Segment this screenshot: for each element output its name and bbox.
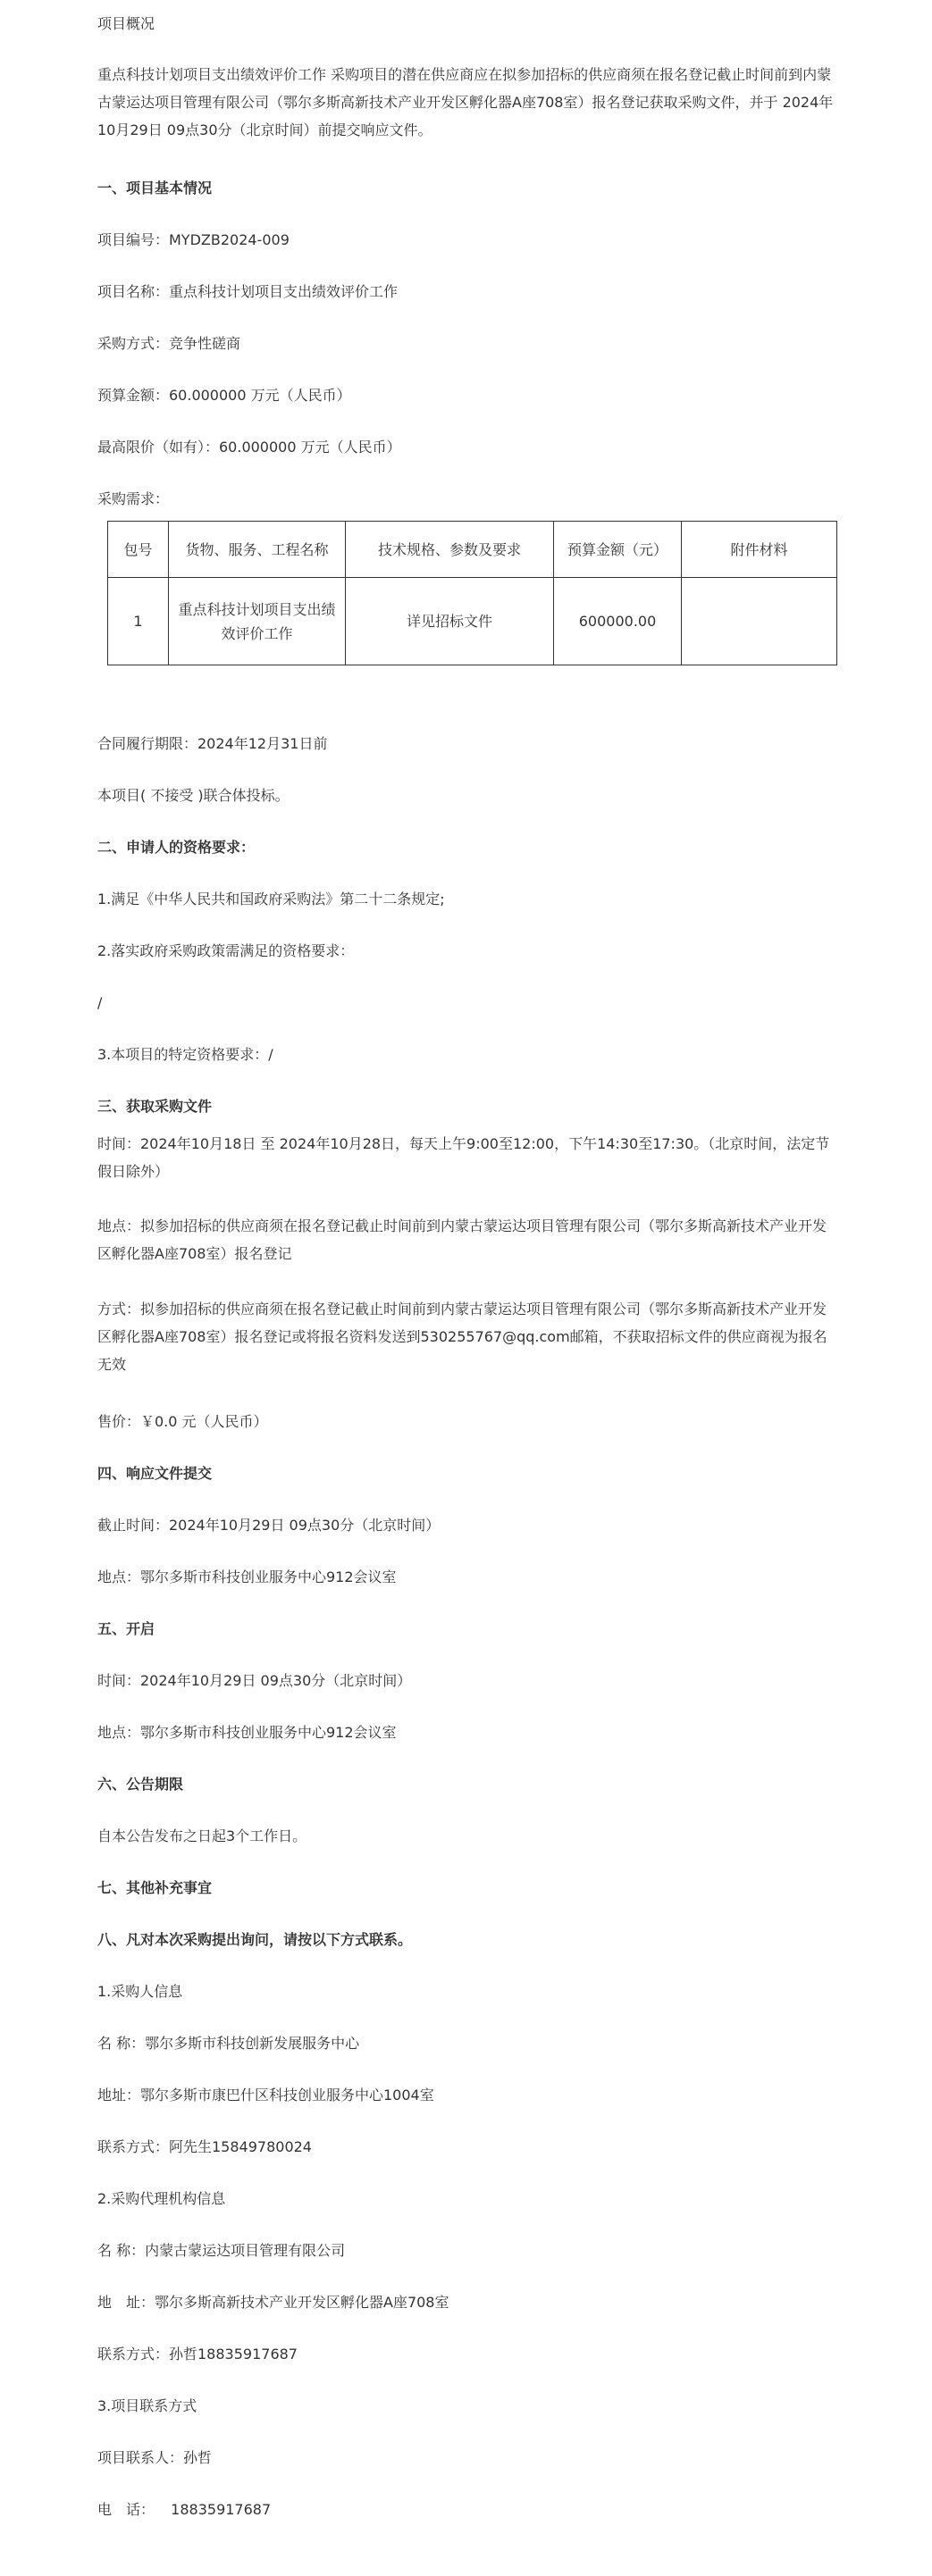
section-5-heading: 五、开启 xyxy=(97,1620,155,1637)
agent-info-title: 2.采购代理机构信息 xyxy=(97,2190,226,2207)
table-cell: 600000.00 xyxy=(554,578,682,665)
opening-time: 时间：2024年10月29日 09点30分（北京时间） xyxy=(97,1672,412,1689)
procurement-method: 采购方式：竞争性磋商 xyxy=(97,335,241,352)
requirement-2-value: / xyxy=(97,994,103,1011)
buyer-name: 名 称：鄂尔多斯市科技创新发展服务中心 xyxy=(97,2035,360,2052)
section-6-heading: 六、公告期限 xyxy=(97,1776,184,1793)
project-name: 项目名称：重点科技计划项目支出绩效评价工作 xyxy=(97,283,399,300)
requirement-2: 2.落实政府采购政策需满足的资格要求： xyxy=(97,942,355,959)
table-header: 技术规格、参数及要求 xyxy=(346,522,554,578)
get-docs-way: 方式：拟参加招标的供应商须在报名登记截止时间前到内蒙古蒙运达项目管理有限公司（鄂尔多斯高新技术产业开发区孵化器A座708室）报名登记或将报名资料发送到530255767@qq.com邮箱，不获取招标文件的供应商视为报名无效 xyxy=(97,1301,827,1373)
table-header-row xyxy=(108,522,837,578)
section-7-heading: 七、其他补充事宜 xyxy=(97,1879,213,1896)
requirement-1: 1.满足《中华人民共和国政府采购法》第二十二条规定; xyxy=(97,891,445,907)
section-2-heading: 二、申请人的资格要求： xyxy=(97,839,256,856)
overview-title: 项目概况 xyxy=(97,15,155,32)
opening-place: 地点：鄂尔多斯市科技创业服务中心912会议室 xyxy=(97,1724,397,1741)
table-header: 包号 xyxy=(108,522,169,578)
table-row xyxy=(108,578,837,665)
project-number: 项目编号：MYDZB2024-009 xyxy=(97,231,290,248)
docs-price: 售价：￥0.0 元（人民币） xyxy=(97,1413,268,1430)
consortium-note: 本项目( 不接受 )联合体投标。 xyxy=(97,787,290,804)
notice-period: 自本公告发布之日起3个工作日。 xyxy=(97,1827,307,1844)
section-3-heading: 三、获取采购文件 xyxy=(97,1098,213,1115)
contract-period: 合同履行期限：2024年12月31日前 xyxy=(97,735,328,752)
project-contact-phone: 电 话： 18835917687 xyxy=(97,2501,272,2518)
submit-deadline: 截止时间：2024年10月29日 09点30分（北京时间） xyxy=(97,1517,441,1534)
table-cell: 重点科技计划项目支出绩效评价工作 xyxy=(169,578,346,665)
table-cell: 详见招标文件 xyxy=(346,578,554,665)
submit-place: 地点：鄂尔多斯市科技创业服务中心912会议室 xyxy=(97,1568,397,1585)
budget-amount: 预算金额：60.000000 万元（人民币） xyxy=(97,387,351,404)
project-contact-title: 3.项目联系方式 xyxy=(97,2397,197,2414)
procurement-needs: 采购需求： xyxy=(97,490,170,507)
section-8-heading: 八、凡对本次采购提出询问，请按以下方式联系。 xyxy=(97,1931,413,1948)
requirement-3: 3.本项目的特定资格要求：/ xyxy=(97,1046,273,1063)
buyer-address: 地址：鄂尔多斯市康巴什区科技创业服务中心1004室 xyxy=(97,2087,434,2103)
project-contact-person: 项目联系人：孙哲 xyxy=(97,2449,213,2466)
section-1-heading: 一、项目基本情况 xyxy=(97,180,213,197)
table-header: 预算金额（元） xyxy=(554,522,682,578)
agent-contact: 联系方式：孙哲18835917687 xyxy=(97,2346,298,2363)
agent-name: 名 称：内蒙古蒙运达项目管理有限公司 xyxy=(97,2242,346,2259)
table-header: 附件材料 xyxy=(682,522,837,578)
table-cell xyxy=(682,578,837,665)
agent-address: 地 址：鄂尔多斯高新技术产业开发区孵化器A座708室 xyxy=(97,2294,449,2311)
buyer-contact: 联系方式：阿先生15849780024 xyxy=(97,2138,312,2155)
table-cell: 1 xyxy=(108,578,169,665)
section-4-heading: 四、响应文件提交 xyxy=(97,1465,213,1482)
get-docs-time: 时间：2024年10月18日 至 2024年10月28日，每天上午9:00至12:00，下午14:30至17:30。（北京时间，法定节假日除外） xyxy=(97,1135,830,1180)
table-header: 货物、服务、工程名称 xyxy=(169,522,346,578)
get-docs-place: 地点：拟参加招标的供应商须在报名登记截止时间前到内蒙古蒙运达项目管理有限公司（鄂尔多斯高新技术产业开发区孵化器A座708室）报名登记 xyxy=(97,1217,827,1262)
requirements-table xyxy=(107,521,837,665)
max-price: 最高限价（如有）：60.000000 万元（人民币） xyxy=(97,439,401,456)
buyer-info-title: 1.采购人信息 xyxy=(97,1983,183,2000)
overview-text: 重点科技计划项目支出绩效评价工作 采购项目的潜在供应商应在拟参加招标的供应商须在报名登记截止时间前到内蒙古蒙运达项目管理有限公司（鄂尔多斯高新技术产业开发区孵化器A座708室）报名登记获取采购文件，并于 2024年10月29日 09点30分（北京时间）前提交响应文件。 xyxy=(97,66,834,138)
